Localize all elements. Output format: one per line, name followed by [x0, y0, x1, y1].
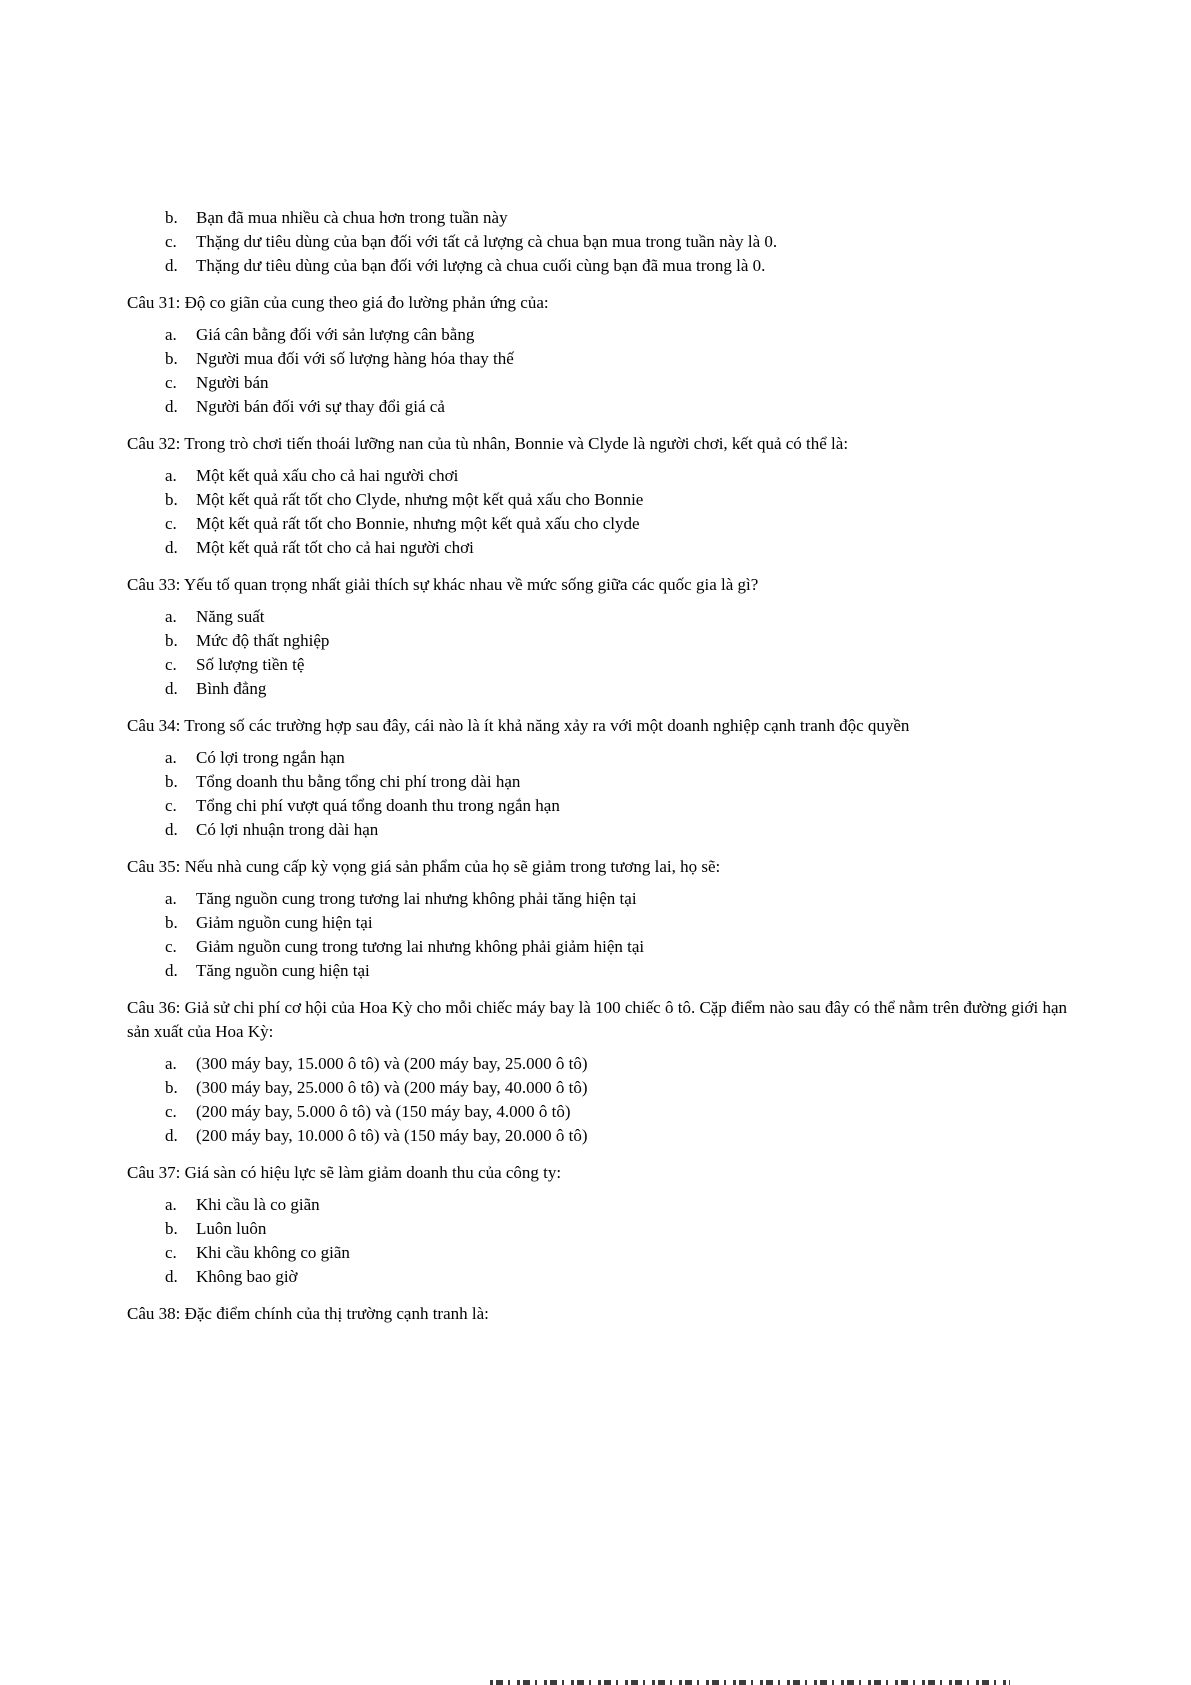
option-text: Khi cầu là co giãn: [196, 1195, 320, 1214]
answer-option: [127, 1076, 1069, 1100]
answer-option: [127, 1193, 1069, 1217]
question-prompt: Câu 35: Nếu nhà cung cấp kỳ vọng giá sản phẩm của họ sẽ giảm trong tương lai, họ sẽ:: [127, 857, 721, 876]
option-text: Có lợi nhuận trong dài hạn: [196, 820, 379, 839]
question-prompt: Câu 33: Yếu tố quan trọng nhất giải thích sự khác nhau về mức sống giữa các quốc gia là gì?: [127, 575, 759, 594]
answer-option: [127, 653, 1069, 677]
option-letter: d.: [165, 256, 178, 275]
option-text: Mức độ thất nghiệp: [196, 631, 330, 650]
question-38: [127, 1302, 1069, 1326]
option-letter: d.: [165, 1267, 178, 1286]
answer-option: [127, 395, 1069, 419]
question-prompt: Câu 38: Đặc điểm chính của thị trường cạnh tranh là:: [127, 1304, 489, 1323]
option-letter: b.: [165, 1078, 178, 1097]
answer-option: [127, 206, 1069, 230]
option-text: (300 máy bay, 25.000 ô tô) và (200 máy bay, 40.000 ô tô): [196, 1078, 588, 1097]
answer-option: [127, 818, 1069, 842]
answer-option: [127, 746, 1069, 770]
option-text: Thặng dư tiêu dùng của bạn đối với lượng cà chua cuối cùng bạn đã mua trong là 0.: [196, 256, 766, 275]
option-text: Năng suất: [196, 607, 265, 626]
option-letter: c.: [165, 937, 177, 956]
option-letter: b.: [165, 490, 178, 509]
question-options: [127, 323, 1069, 419]
option-text: Tổng doanh thu bằng tổng chi phí trong dài hạn: [196, 772, 521, 791]
question-33: [127, 573, 1069, 701]
option-letter: b.: [165, 913, 178, 932]
option-letter: a.: [165, 325, 177, 344]
option-letter: d.: [165, 397, 178, 416]
question-options: [127, 464, 1069, 560]
option-letter: c.: [165, 373, 177, 392]
answer-option: [127, 794, 1069, 818]
option-text: (300 máy bay, 15.000 ô tô) và (200 máy bay, 25.000 ô tô): [196, 1054, 588, 1073]
answer-option: [127, 935, 1069, 959]
question-prompt: Câu 34: Trong số các trường hợp sau đây, cái nào là ít khả năng xảy ra với một doanh nghiệp cạnh tranh độc quyền: [127, 716, 910, 735]
option-letter: b.: [165, 1219, 178, 1238]
option-letter: d.: [165, 1126, 178, 1145]
option-text: (200 máy bay, 5.000 ô tô) và (150 máy bay, 4.000 ô tô): [196, 1102, 571, 1121]
answer-option: [127, 254, 1069, 278]
question-35: [127, 855, 1069, 983]
answer-option: [127, 464, 1069, 488]
option-text: Một kết quả rất tốt cho cả hai người chơi: [196, 538, 474, 557]
answer-option: [127, 770, 1069, 794]
option-text: Người bán đối với sự thay đổi giá cả: [196, 397, 445, 416]
option-text: Người mua đối với số lượng hàng hóa thay thế: [196, 349, 514, 368]
answer-option: [127, 887, 1069, 911]
answer-option: [127, 959, 1069, 983]
option-letter: b.: [165, 349, 178, 368]
question-options: [127, 1193, 1069, 1289]
question-options: [127, 1052, 1069, 1148]
answer-option: [127, 323, 1069, 347]
option-text: Một kết quả rất tốt cho Clyde, nhưng một kết quả xấu cho Bonnie: [196, 490, 644, 509]
option-letter: a.: [165, 607, 177, 626]
option-text: Một kết quả rất tốt cho Bonnie, nhưng một kết quả xấu cho clyde: [196, 514, 640, 533]
question-34: [127, 714, 1069, 842]
option-letter: c.: [165, 514, 177, 533]
answer-option: [127, 1217, 1069, 1241]
answer-option: [127, 605, 1069, 629]
answer-option: [127, 629, 1069, 653]
option-letter: b.: [165, 208, 178, 227]
option-text: Luôn luôn: [196, 1219, 267, 1238]
option-text: Không bao giờ: [196, 1267, 298, 1286]
answer-option: [127, 230, 1069, 254]
answer-option: [127, 347, 1069, 371]
clipped-bottom-text: [490, 1680, 1010, 1685]
option-text: Tổng chi phí vượt quá tổng doanh thu trong ngắn hạn: [196, 796, 560, 815]
option-letter: c.: [165, 1102, 177, 1121]
option-text: Người bán: [196, 373, 269, 392]
option-letter: a.: [165, 466, 177, 485]
answer-option: [127, 1265, 1069, 1289]
answer-option: [127, 1124, 1069, 1148]
option-letter: c.: [165, 232, 177, 251]
question-options: [127, 887, 1069, 983]
answer-option: [127, 512, 1069, 536]
option-letter: d.: [165, 820, 178, 839]
question-37: [127, 1161, 1069, 1289]
option-letter: a.: [165, 1195, 177, 1214]
question-prompt: Câu 31: Độ co giãn của cung theo giá đo lường phản ứng của:: [127, 293, 549, 312]
question-prompt: Câu 36: Giả sử chi phí cơ hội của Hoa Kỳ cho mỗi chiếc máy bay là 100 chiếc ô tô. Cặp điểm nào sau đây có thể nằm trên đường giới hạn sản xuất của Hoa Kỳ:: [127, 998, 1068, 1041]
answer-option: [127, 488, 1069, 512]
question-prompt: Câu 37: Giá sàn có hiệu lực sẽ làm giảm doanh thu của công ty:: [127, 1163, 562, 1182]
option-text: Giảm nguồn cung trong tương lai nhưng không phải giảm hiện tại: [196, 937, 645, 956]
answer-option: [127, 677, 1069, 701]
option-text: Giá cân bằng đối với sản lượng cân bằng: [196, 325, 475, 344]
document-content: [127, 206, 1069, 1326]
answer-option: [127, 1241, 1069, 1265]
option-letter: a.: [165, 748, 177, 767]
option-letter: c.: [165, 796, 177, 815]
option-letter: c.: [165, 655, 177, 674]
answer-option: [127, 911, 1069, 935]
option-letter: d.: [165, 961, 178, 980]
option-text: Tăng nguồn cung trong tương lai nhưng không phải tăng hiện tại: [196, 889, 637, 908]
option-text: Có lợi trong ngắn hạn: [196, 748, 345, 767]
leading-options: [127, 206, 1069, 278]
question-prompt: Câu 32: Trong trò chơi tiến thoái lưỡng nan của tù nhân, Bonnie và Clyde là người chơi, kết quả có thể là:: [127, 434, 849, 453]
question-options: [127, 605, 1069, 701]
answer-option: [127, 1100, 1069, 1124]
option-text: Một kết quả xấu cho cả hai người chơi: [196, 466, 459, 485]
option-letter: a.: [165, 889, 177, 908]
option-letter: d.: [165, 679, 178, 698]
question-36: [127, 996, 1069, 1148]
answer-option: [127, 371, 1069, 395]
option-text: Bình đẳng: [196, 679, 267, 698]
question-32: [127, 432, 1069, 560]
option-text: Khi cầu không co giãn: [196, 1243, 350, 1262]
option-letter: b.: [165, 772, 178, 791]
option-text: Tăng nguồn cung hiện tại: [196, 961, 370, 980]
option-text: (200 máy bay, 10.000 ô tô) và (150 máy bay, 20.000 ô tô): [196, 1126, 588, 1145]
option-text: Thặng dư tiêu dùng của bạn đối với tất cả lượng cà chua bạn mua trong tuần này là 0.: [196, 232, 778, 251]
question-31: [127, 291, 1069, 419]
option-text: Số lượng tiền tệ: [196, 655, 305, 674]
answer-option: [127, 1052, 1069, 1076]
question-options: [127, 746, 1069, 842]
option-letter: d.: [165, 538, 178, 557]
option-text: Bạn đã mua nhiều cà chua hơn trong tuần này: [196, 208, 508, 227]
option-letter: b.: [165, 631, 178, 650]
option-letter: a.: [165, 1054, 177, 1073]
answer-option: [127, 536, 1069, 560]
option-letter: c.: [165, 1243, 177, 1262]
option-text: Giảm nguồn cung hiện tại: [196, 913, 373, 932]
